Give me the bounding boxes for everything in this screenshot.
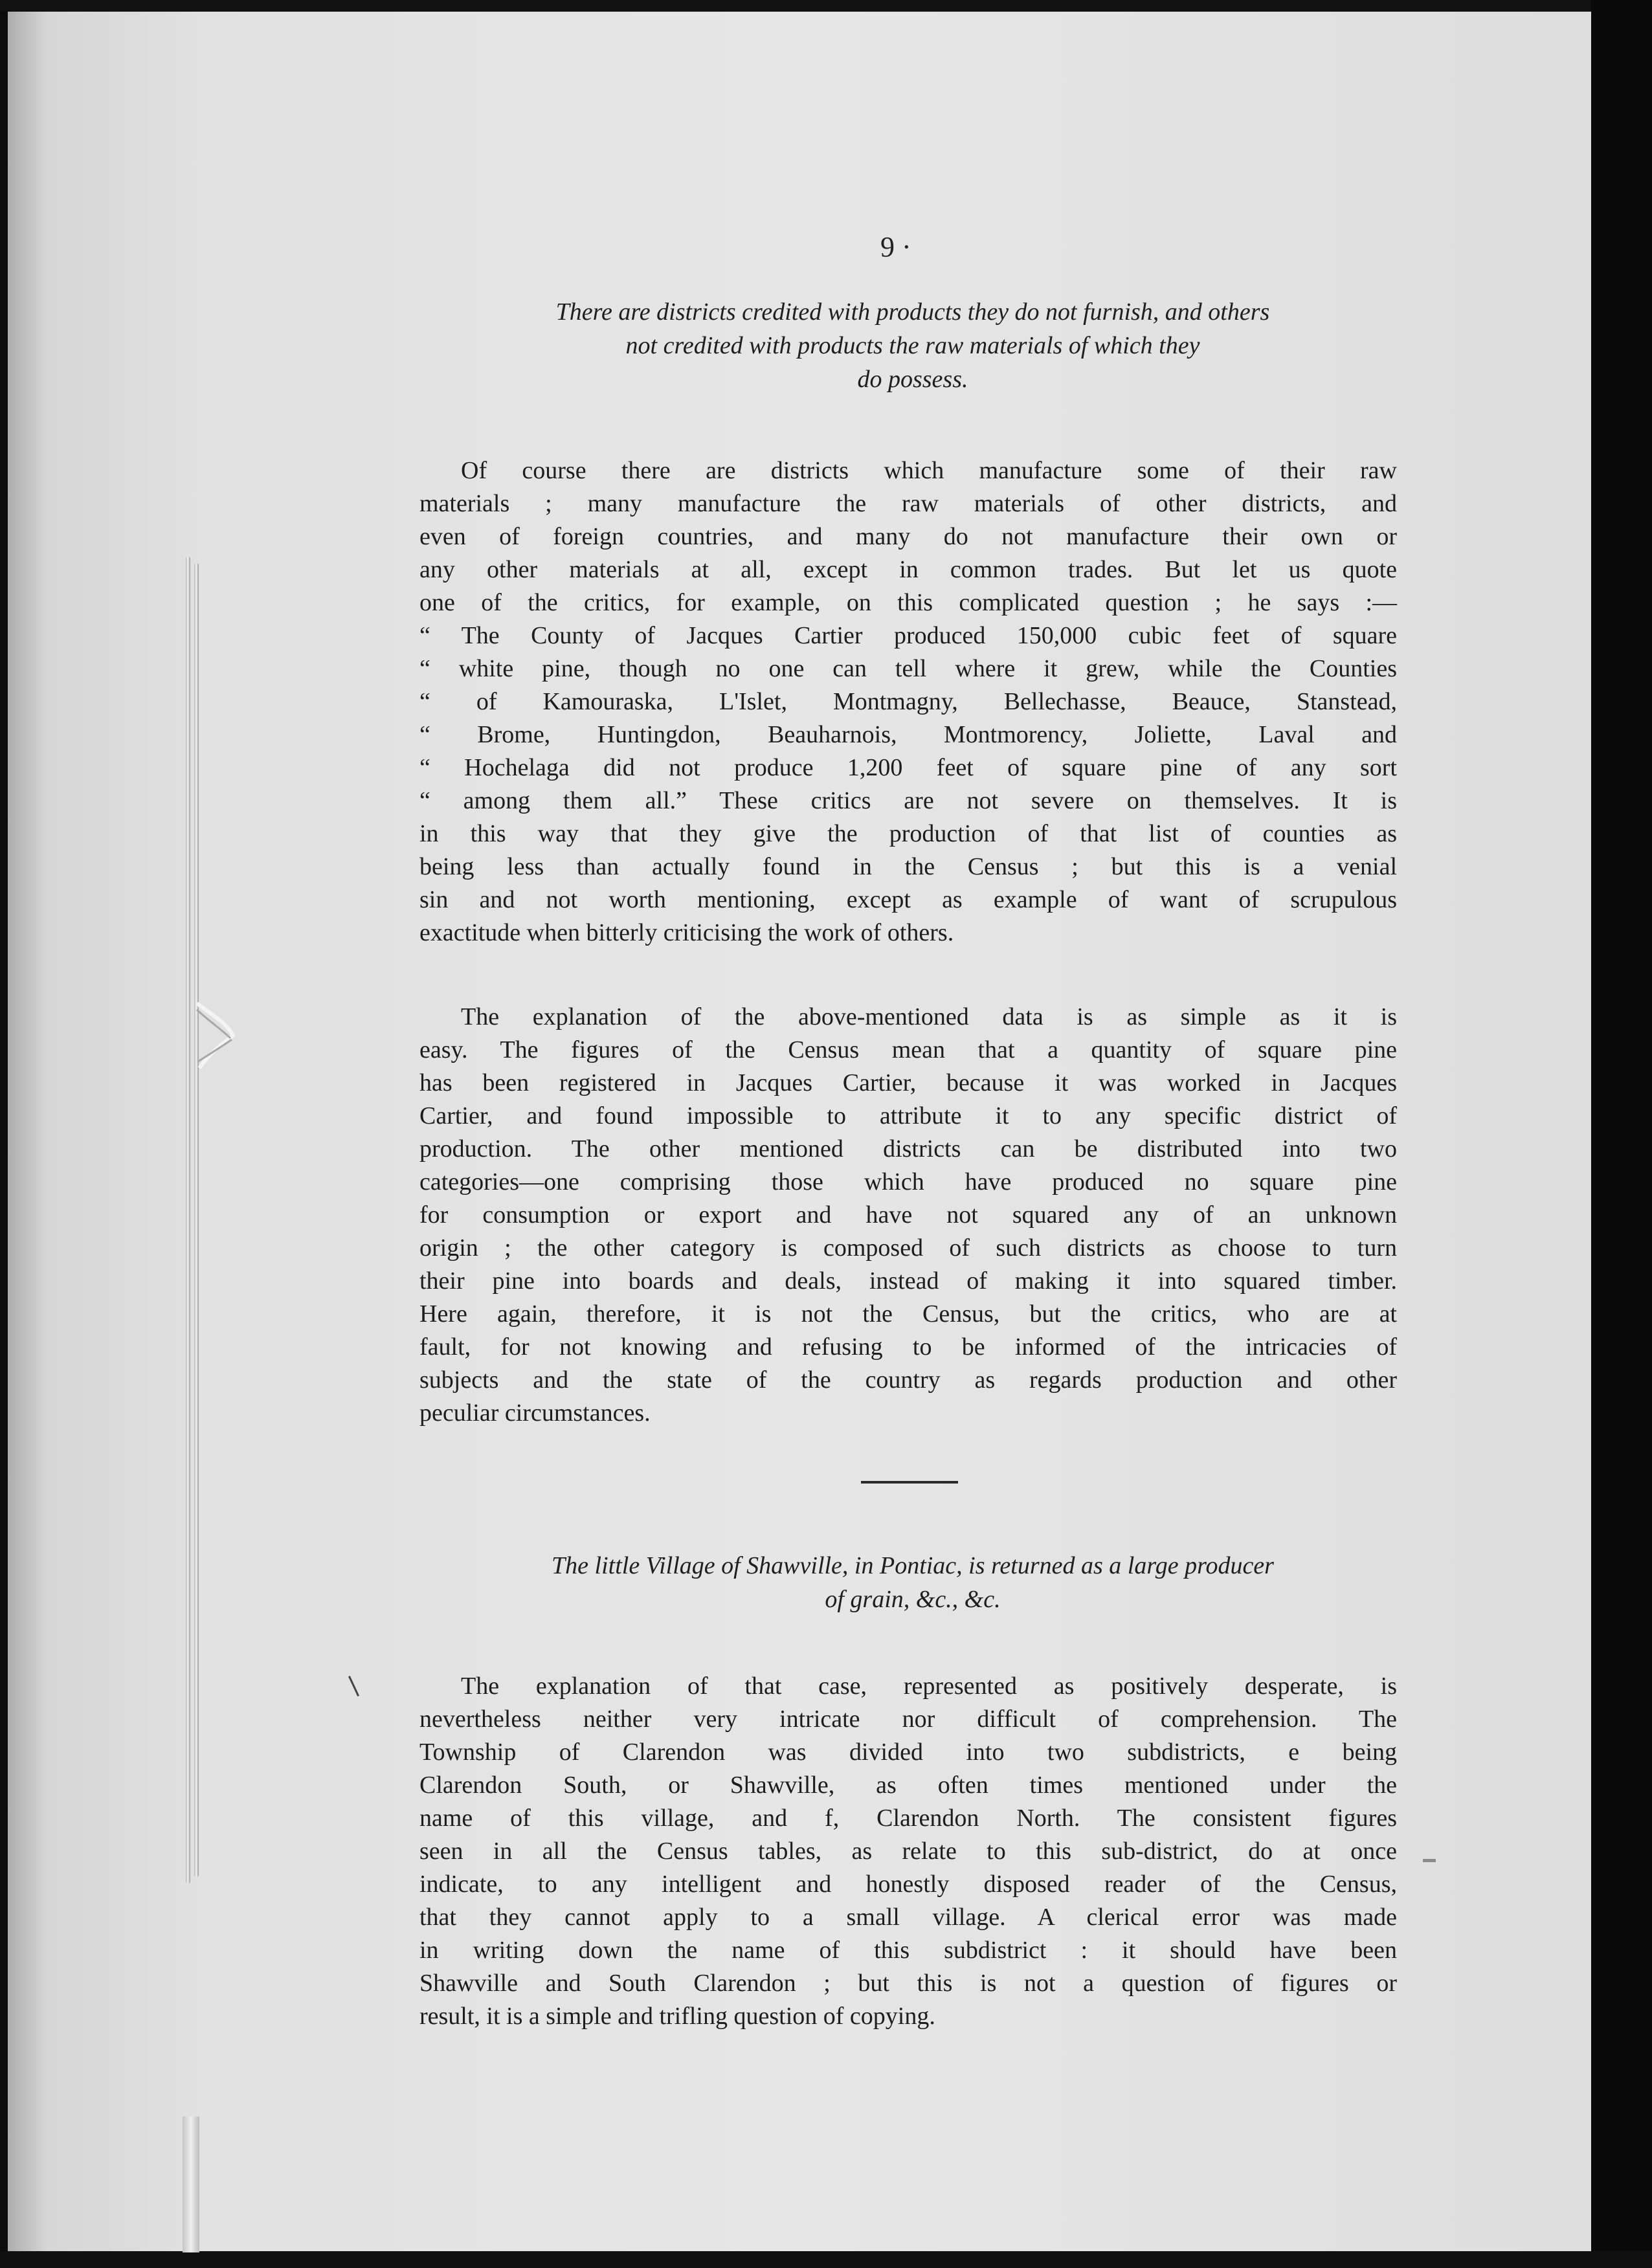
text-line: Clarendon South, or Shawville, as often times mentioned under the bbox=[419, 1772, 1397, 1799]
text-line: “ among them all.” These critics are not severe on themselves. It is bbox=[419, 787, 1397, 814]
text-line: name of this village, and f, Clarendon North. The consistent figures bbox=[419, 1805, 1397, 1832]
scan-border-top bbox=[0, 0, 1652, 12]
scan-border-bottom bbox=[0, 2251, 1652, 2268]
text-line: that they cannot apply to a small village. A clerical error was made bbox=[419, 1904, 1397, 1931]
binding-fold bbox=[183, 2117, 199, 2252]
text-line: materials ; many manufacture the raw materials of other districts, and bbox=[419, 490, 1397, 517]
text-line: The explanation of the above-mentioned data is as simple as it is bbox=[461, 1003, 1397, 1030]
text-line: “ white pine, though no one can tell where it grew, while the Counties bbox=[419, 655, 1397, 682]
text-line: being less than actually found in the Census ; but this is a venial bbox=[419, 853, 1397, 880]
section-heading bbox=[363, 1549, 1463, 1616]
text-line: in this way that they give the production of that list of counties as bbox=[419, 820, 1397, 847]
section-heading bbox=[363, 295, 1463, 396]
text-line: even of foreign countries, and many do not manufacture their own or bbox=[419, 523, 1397, 550]
page-number: 9 · bbox=[880, 231, 911, 263]
text-line: “ The County of Jacques Cartier produced 150,000 cubic feet of square bbox=[419, 622, 1397, 649]
heading-line: The little Village of Shawville, in Pontiac, is returned as a large producer bbox=[552, 1552, 1274, 1579]
text-line: nevertheless neither very intricate nor difficult of comprehension. The bbox=[419, 1706, 1397, 1733]
text-line: fault, for not knowing and refusing to be informed of the intricacies of bbox=[419, 1333, 1397, 1361]
text-line: exactitude when bitterly criticising the work of others. bbox=[419, 919, 954, 946]
paragraph bbox=[419, 454, 1397, 950]
text-line: “ of Kamouraska, L'Islet, Montmagny, Bellechasse, Beauce, Stanstead, bbox=[419, 688, 1397, 715]
text-line: one of the critics, for example, on this complicated question ; he says :— bbox=[419, 589, 1397, 616]
text-line: in writing down the name of this subdistrict : it should have been bbox=[419, 1937, 1397, 1964]
text-line: Cartier, and found impossible to attribute it to any specific district of bbox=[419, 1102, 1397, 1129]
heading-line: There are districts credited with products they do not furnish, and others bbox=[555, 298, 1270, 326]
section-divider bbox=[861, 1481, 958, 1484]
text-line: production. The other mentioned districts can be distributed into two bbox=[419, 1135, 1397, 1162]
text-line: subjects and the state of the country as regards production and other bbox=[419, 1366, 1397, 1394]
heading-line: do possess. bbox=[857, 366, 968, 393]
spine-shadow bbox=[8, 0, 47, 2268]
text-line: result, it is a simple and trifling question of copying. bbox=[419, 2003, 935, 2030]
paragraph bbox=[419, 1670, 1397, 2033]
text-line: “ Brome, Huntingdon, Beauharnois, Montmorency, Joliette, Laval and bbox=[419, 721, 1397, 748]
heading-line: not credited with products the raw materials of which they bbox=[625, 332, 1200, 359]
text-line: Shawville and South Clarendon ; but this is not a question of figures or bbox=[419, 1970, 1397, 1997]
text-line: easy. The figures of the Census mean that a quantity of square pine bbox=[419, 1036, 1397, 1063]
text-line: any other materials at all, except in common trades. But let us quote bbox=[419, 556, 1397, 583]
text-line: their pine into boards and deals, instead of making it into squared timber. bbox=[419, 1267, 1397, 1295]
heading-line: of grain, &c., &c. bbox=[825, 1586, 1001, 1613]
text-line: Here again, therefore, it is not the Census, but the critics, who are at bbox=[419, 1300, 1397, 1328]
text-line: sin and not worth mentioning, except as example of want of scrupulous bbox=[419, 886, 1397, 913]
binding-thread bbox=[186, 557, 190, 1884]
text-line: for consumption or export and have not squared any of an unknown bbox=[419, 1201, 1397, 1228]
text-line: has been registered in Jacques Cartier, because it was worked in Jacques bbox=[419, 1069, 1397, 1096]
binding-knot bbox=[194, 997, 240, 1074]
text-line: The explanation of that case, represented as positively desperate, is bbox=[461, 1673, 1397, 1700]
text-line: Of course there are districts which manufacture some of their raw bbox=[461, 457, 1397, 484]
text-line: “ Hochelaga did not produce 1,200 feet of square pine of any sort bbox=[419, 754, 1397, 781]
text-line: origin ; the other category is composed of such districts as choose to turn bbox=[419, 1234, 1397, 1262]
scan-border-right bbox=[1591, 0, 1652, 2268]
text-line: peculiar circumstances. bbox=[419, 1399, 651, 1427]
text-line: Township of Clarendon was divided into two subdistricts, e being bbox=[419, 1739, 1397, 1766]
text-line: indicate, to any intelligent and honestly disposed reader of the Census, bbox=[419, 1871, 1397, 1898]
text-line: seen in all the Census tables, as relate to this sub-district, do at once bbox=[419, 1838, 1397, 1865]
paragraph bbox=[419, 1001, 1397, 1430]
binding-thread bbox=[194, 563, 199, 1877]
stray-ink-mark bbox=[1423, 1859, 1436, 1862]
text-line: categories—one comprising those which have produced no square pine bbox=[419, 1168, 1397, 1195]
